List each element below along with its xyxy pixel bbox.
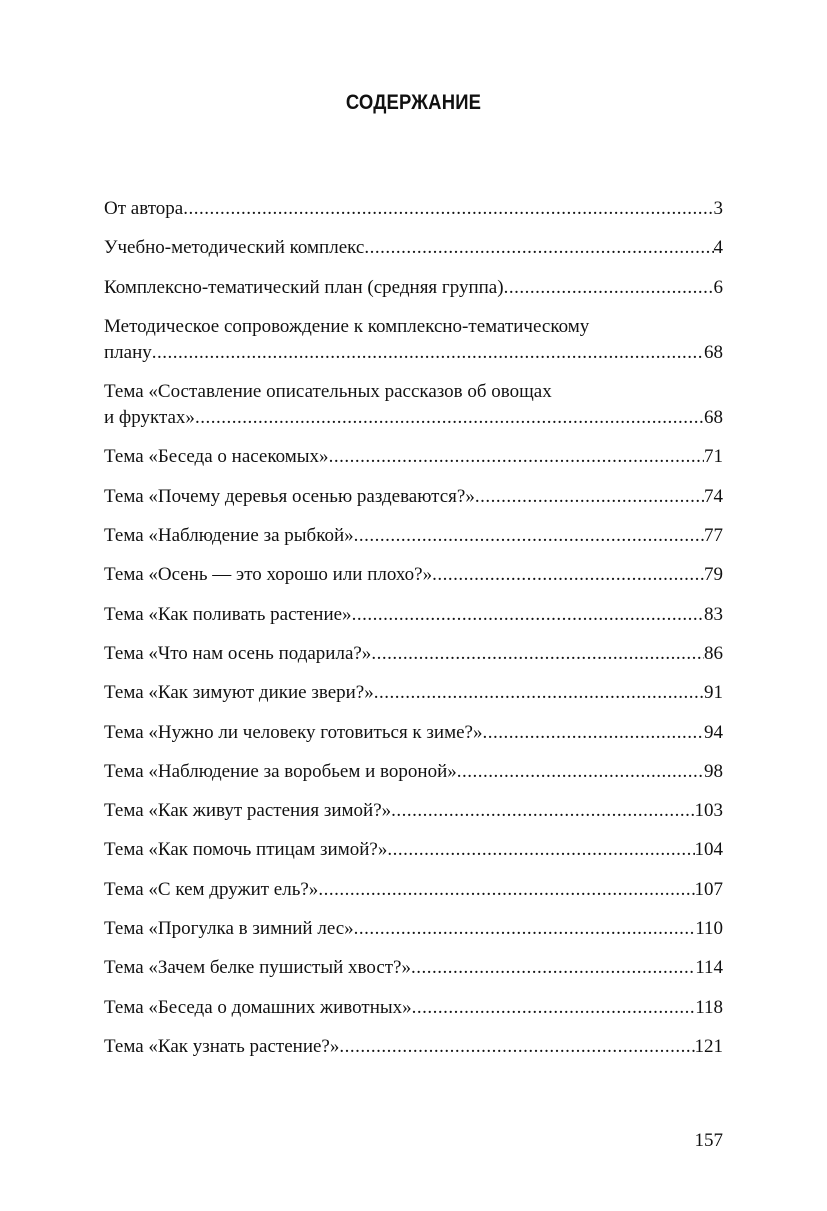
toc-entry-page: 83	[704, 603, 723, 625]
toc-entry-title: Тема «Зачем белке пушистый хвост?»	[104, 957, 411, 979]
toc-entry-line	[104, 405, 723, 431]
dot-leader	[152, 340, 704, 366]
toc-entry-title: и фруктах»	[104, 407, 195, 429]
toc-entry	[104, 314, 723, 366]
toc-entry-line	[104, 196, 723, 222]
toc-entry-page: 94	[704, 721, 723, 743]
toc-entry	[104, 759, 723, 785]
toc-entry-line	[104, 602, 723, 628]
toc-entry	[104, 562, 723, 588]
toc-entry-title-first-line: Методическое сопровождение к комплексно-тематическому	[104, 315, 590, 337]
toc-entry-title-first-line: Тема «Составление описательных рассказов об овощах	[104, 381, 552, 403]
dot-leader	[364, 235, 713, 261]
toc-entry-page: 3	[713, 198, 723, 219]
dot-leader	[412, 995, 696, 1021]
dot-leader	[318, 877, 694, 903]
toc-entry	[104, 877, 723, 903]
dot-leader	[371, 641, 704, 667]
dot-leader	[352, 602, 704, 628]
toc-entry	[104, 275, 723, 301]
dot-leader	[391, 798, 694, 824]
toc-entry	[104, 955, 723, 981]
toc-entry-line	[104, 837, 723, 863]
toc-entry-line	[104, 484, 723, 510]
toc-entry-line	[104, 275, 723, 301]
toc-entry-title: Тема «Прогулка в зимний лес»	[104, 918, 354, 940]
toc-entry-title: Тема «Почему деревья осенью раздеваются?»	[104, 485, 475, 507]
toc-entry-title: Тема «Как живут растения зимой?»	[104, 800, 392, 822]
toc-entry-line	[104, 1034, 723, 1060]
dot-leader	[482, 720, 704, 746]
toc-entry-page: 107	[694, 878, 723, 900]
toc-entry-page: 98	[704, 760, 723, 782]
toc-entry-line	[104, 720, 723, 746]
dot-leader	[432, 562, 704, 588]
toc-entry	[104, 680, 723, 706]
toc-entry	[104, 1034, 723, 1060]
dot-leader	[183, 196, 713, 222]
page-title: СОДЕРЖАНИЕ	[345, 91, 482, 114]
toc-entry	[104, 995, 723, 1021]
dot-leader	[329, 444, 704, 470]
toc-entry-title: Тема «Что нам осень подарила?»	[104, 642, 372, 664]
dot-leader	[374, 680, 704, 706]
toc-entry-line	[104, 562, 723, 588]
toc-entry-page: 91	[704, 682, 723, 704]
toc-entry-page: 68	[704, 341, 723, 363]
toc-entry-page: 79	[704, 564, 723, 586]
toc-entry-line	[104, 995, 723, 1021]
dot-leader	[339, 1034, 694, 1060]
toc-entry-page: 71	[704, 446, 723, 468]
toc-entry	[104, 720, 723, 746]
toc-entry	[104, 916, 723, 942]
toc-entry-title: Тема «Наблюдение за рыбкой»	[104, 525, 354, 547]
toc-entry-title: От автора	[104, 198, 184, 219]
toc-entry-page: 74	[704, 485, 723, 507]
toc-entry-page: 121	[694, 1035, 723, 1057]
toc-entry-title: Тема «Беседа о домашних животных»	[104, 996, 412, 1018]
page-number: 157	[694, 1130, 723, 1151]
toc-entry-line	[104, 759, 723, 785]
toc-entry-title: Учебно-методический комплекс	[104, 237, 365, 259]
dot-leader	[387, 837, 694, 863]
dot-leader	[457, 759, 704, 785]
toc-entry	[104, 641, 723, 667]
toc-entry-title: Тема «С кем дружит ель?»	[104, 878, 319, 900]
toc-entry-title: Тема «Беседа о насекомых»	[104, 446, 329, 468]
dot-leader	[504, 275, 714, 301]
toc-entry	[104, 235, 723, 261]
toc-entry-title: Тема «Нужно ли человеку готовиться к зиме?»	[104, 721, 483, 743]
toc-entry-line	[104, 798, 723, 824]
toc-entry	[104, 798, 723, 824]
toc-entry-title: Тема «Как помочь птицам зимой?»	[104, 839, 388, 861]
toc-entry-line	[104, 444, 723, 470]
dot-leader	[354, 523, 704, 549]
toc-entry-title: Комплексно-тематический план (средняя группа)	[104, 276, 504, 298]
toc-entry-title: плану	[104, 341, 152, 363]
toc-entry-page: 68	[704, 407, 723, 429]
dot-leader	[411, 955, 695, 981]
toc-entry-title: Тема «Как поливать растение»	[104, 603, 352, 625]
toc-entry-page: 114	[695, 957, 723, 979]
toc-entry	[104, 444, 723, 470]
toc-entry-line	[104, 877, 723, 903]
toc-entry-line	[104, 641, 723, 667]
toc-entry-line	[104, 235, 723, 261]
toc-entry-page: 110	[695, 918, 723, 940]
toc-entry-line	[104, 523, 723, 549]
toc-entry-page: 4	[713, 237, 723, 259]
toc-entry-title: Тема «Как зимуют дикие звери?»	[104, 682, 374, 704]
toc-entry-page: 6	[713, 276, 723, 298]
dot-leader	[195, 405, 704, 431]
toc-entry	[104, 379, 723, 431]
toc-entry-line	[104, 955, 723, 981]
toc-entry-page: 86	[704, 642, 723, 664]
toc-entry-title: Тема «Наблюдение за воробьем и вороной»	[104, 760, 457, 782]
toc-entry	[104, 484, 723, 510]
toc-entry	[104, 523, 723, 549]
toc-entry-title: Тема «Осень — это хорошо или плохо?»	[104, 564, 433, 586]
toc-entry-page: 118	[695, 996, 723, 1018]
toc-entry-page: 77	[704, 525, 723, 547]
toc-entry-page: 103	[694, 800, 723, 822]
toc-entry-page: 104	[694, 839, 723, 861]
toc-entry-line	[104, 340, 723, 366]
toc-entry	[104, 602, 723, 628]
dot-leader	[354, 916, 696, 942]
toc-entry-line	[104, 916, 723, 942]
toc-entry-title: Тема «Как узнать растение?»	[104, 1035, 340, 1057]
toc-entry-line	[104, 680, 723, 706]
toc-entry	[104, 196, 723, 222]
dot-leader	[475, 484, 704, 510]
table-of-contents	[104, 196, 723, 1060]
toc-entry	[104, 837, 723, 863]
